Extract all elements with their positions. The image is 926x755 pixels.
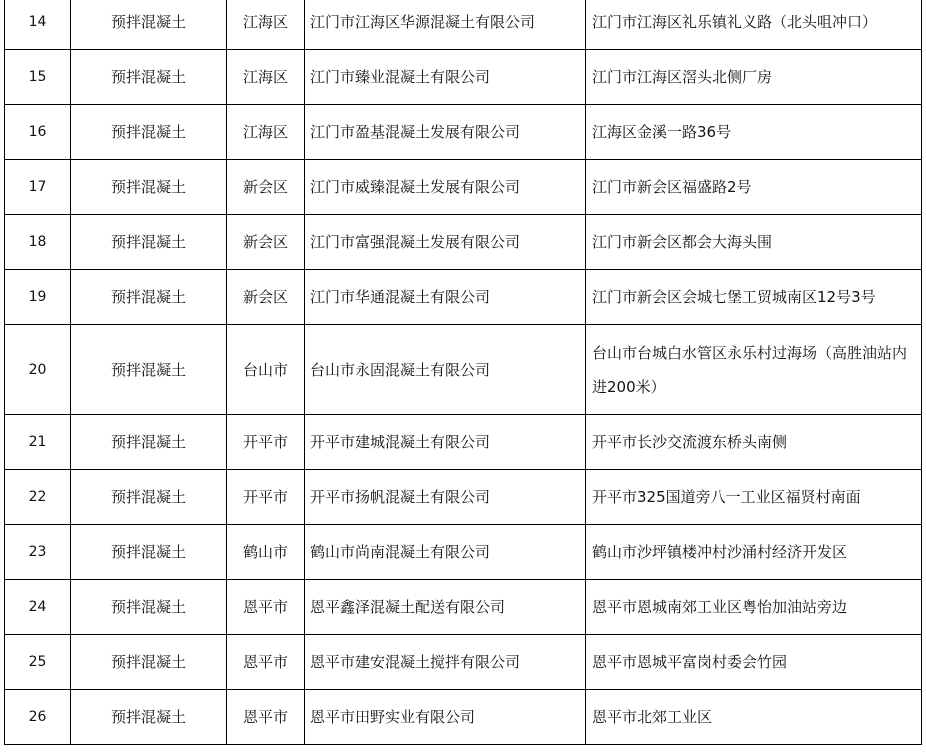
table-row — [5, 215, 922, 270]
row-number: 16 — [5, 105, 71, 160]
row-number: 25 — [5, 635, 71, 690]
row-number: 14 — [5, 0, 71, 50]
row-number: 22 — [5, 470, 71, 525]
product-type: 预拌混凝土 — [71, 635, 227, 690]
table-row — [5, 580, 922, 635]
product-type: 预拌混凝土 — [71, 215, 227, 270]
company-name: 恩平市建安混凝土搅拌有限公司 — [305, 635, 586, 690]
row-number: 15 — [5, 50, 71, 105]
address: 江门市新会区都会大海头围 — [586, 215, 922, 270]
address: 江海区金溪一路36号 — [586, 105, 922, 160]
district: 开平市 — [227, 470, 305, 525]
table-row — [5, 105, 922, 160]
address: 江门市新会区会城七堡工贸城南区12号3号 — [586, 270, 922, 325]
district: 新会区 — [227, 215, 305, 270]
district: 鹤山市 — [227, 525, 305, 580]
product-type: 预拌混凝土 — [71, 690, 227, 745]
district: 江海区 — [227, 105, 305, 160]
row-number: 26 — [5, 690, 71, 745]
address: 台山市台城白水管区永乐村过海场（高胜油站内进200米） — [586, 325, 922, 415]
table-row — [5, 325, 922, 415]
company-name: 恩平市田野实业有限公司 — [305, 690, 586, 745]
company-name: 恩平鑫泽混凝土配送有限公司 — [305, 580, 586, 635]
table-body — [5, 0, 922, 745]
row-number: 17 — [5, 160, 71, 215]
address: 鹤山市沙坪镇楼冲村沙涌村经济开发区 — [586, 525, 922, 580]
table-row — [5, 160, 922, 215]
product-type: 预拌混凝土 — [71, 580, 227, 635]
row-number: 18 — [5, 215, 71, 270]
district: 新会区 — [227, 160, 305, 215]
district: 恩平市 — [227, 690, 305, 745]
product-type: 预拌混凝土 — [71, 470, 227, 525]
product-type: 预拌混凝土 — [71, 415, 227, 470]
row-number: 24 — [5, 580, 71, 635]
table-row — [5, 50, 922, 105]
company-name: 开平市建城混凝土有限公司 — [305, 415, 586, 470]
district: 恩平市 — [227, 580, 305, 635]
company-name: 江门市华通混凝土有限公司 — [305, 270, 586, 325]
product-type: 预拌混凝土 — [71, 525, 227, 580]
table-row — [5, 415, 922, 470]
address: 江门市江海区滘头北侧厂房 — [586, 50, 922, 105]
district: 恩平市 — [227, 635, 305, 690]
company-name: 江门市江海区华源混凝土有限公司 — [305, 0, 586, 50]
enterprise-table — [4, 0, 922, 745]
product-type: 预拌混凝土 — [71, 0, 227, 50]
product-type: 预拌混凝土 — [71, 160, 227, 215]
address: 恩平市恩城南郊工业区粤怡加油站旁边 — [586, 580, 922, 635]
address: 开平市325国道旁八一工业区福贤村南面 — [586, 470, 922, 525]
table-row — [5, 0, 922, 50]
district: 江海区 — [227, 0, 305, 50]
row-number: 19 — [5, 270, 71, 325]
company-name: 台山市永固混凝土有限公司 — [305, 325, 586, 415]
company-name: 江门市臻业混凝土有限公司 — [305, 50, 586, 105]
address: 江门市新会区福盛路2号 — [586, 160, 922, 215]
company-name: 开平市扬帆混凝土有限公司 — [305, 470, 586, 525]
company-name: 江门市富强混凝土发展有限公司 — [305, 215, 586, 270]
product-type: 预拌混凝土 — [71, 270, 227, 325]
product-type: 预拌混凝土 — [71, 105, 227, 160]
table-row — [5, 635, 922, 690]
table-row — [5, 525, 922, 580]
table-row — [5, 470, 922, 525]
address: 恩平市北郊工业区 — [586, 690, 922, 745]
product-type: 预拌混凝土 — [71, 325, 227, 415]
company-name: 江门市盈基混凝土发展有限公司 — [305, 105, 586, 160]
address: 恩平市恩城平富岗村委会竹园 — [586, 635, 922, 690]
company-name: 江门市威臻混凝土发展有限公司 — [305, 160, 586, 215]
row-number: 21 — [5, 415, 71, 470]
product-type: 预拌混凝土 — [71, 50, 227, 105]
district: 开平市 — [227, 415, 305, 470]
address: 江门市江海区礼乐镇礼义路（北头咀冲口） — [586, 0, 922, 50]
company-name: 鹤山市尚南混凝土有限公司 — [305, 525, 586, 580]
table-row — [5, 270, 922, 325]
row-number: 20 — [5, 325, 71, 415]
address: 开平市长沙交流渡东桥头南侧 — [586, 415, 922, 470]
district: 江海区 — [227, 50, 305, 105]
row-number: 23 — [5, 525, 71, 580]
district: 新会区 — [227, 270, 305, 325]
district: 台山市 — [227, 325, 305, 415]
table-row — [5, 690, 922, 745]
